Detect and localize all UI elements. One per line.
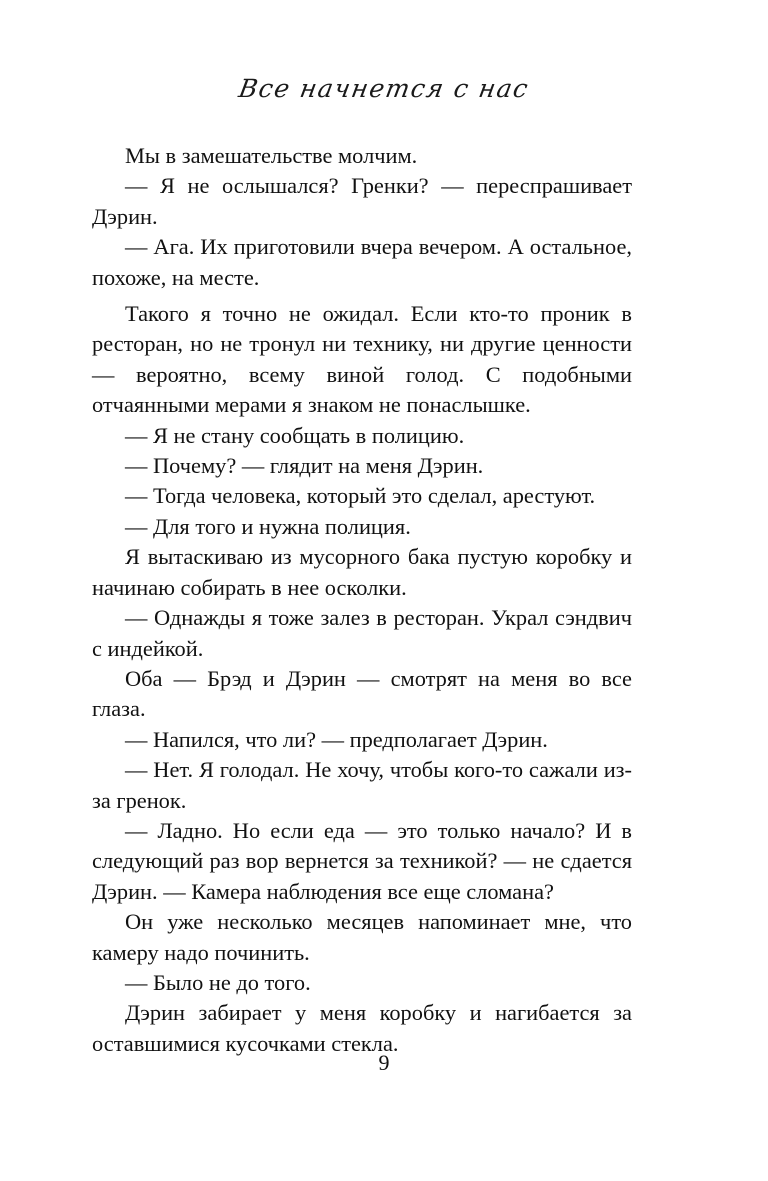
paragraph: Дэрин забирает у меня коробку и нагибается за оставшимися кусочками стекла. xyxy=(92,1000,632,1056)
paragraph: — Для того и нужна полиция. xyxy=(125,513,411,539)
paragraph: — Нет. Я голодал. Не хочу, чтобы кого-то сажали из-за гренок. xyxy=(92,757,632,813)
paragraph: — Ага. Их приготовили вчера вечером. А остальное, похоже, на месте. xyxy=(92,234,632,290)
running-header: Все начнется с нас xyxy=(236,74,532,103)
paragraph: Мы в замешательстве молчим. xyxy=(125,143,418,168)
paragraph: Я вытаскиваю из мусорного бака пустую коробку и начинаю собирать в нее осколки. xyxy=(92,544,632,600)
paragraph: — Ладно. Но если еда — это только начало? И в следующий раз вор вернется за техникой? — не сдается Дэрин. — Камера наблюдения все еще сломана? xyxy=(92,817,632,904)
paragraph: — Я не ослышался? Гренки? — переспрашивает Дэрин. xyxy=(92,173,632,229)
paragraph: — Тогда человека, который это сделал, арестуют. xyxy=(125,483,596,509)
paragraph: — Напился, что ли? — предполагает Дэрин. xyxy=(125,726,548,752)
paragraph: — Однажды я тоже залез в ресторан. Украл сэндвич с индейкой. xyxy=(92,605,632,661)
paragraph: Он уже несколько месяцев напоминает мне, что камеру надо починить. xyxy=(92,909,632,965)
paragraph: — Я не стану сообщать в полицию. xyxy=(125,422,465,448)
paragraph: Такого я точно не ожидал. Если кто-то проник в ресторан, но не тронул ни технику, ни другие ценности — вероятно, всему виной голод. С подобными отчаянными мерами я знаком не понаслышке. xyxy=(92,301,632,418)
paragraph: — Почему? — глядит на меня Дэрин. xyxy=(125,453,484,479)
paragraph: — Было не до того. xyxy=(125,969,311,995)
body-text xyxy=(92,141,632,1059)
page-number: 9 xyxy=(378,1050,390,1075)
paragraph: Оба — Брэд и Дэрин — смотрят на меня во все глаза. xyxy=(92,665,632,722)
